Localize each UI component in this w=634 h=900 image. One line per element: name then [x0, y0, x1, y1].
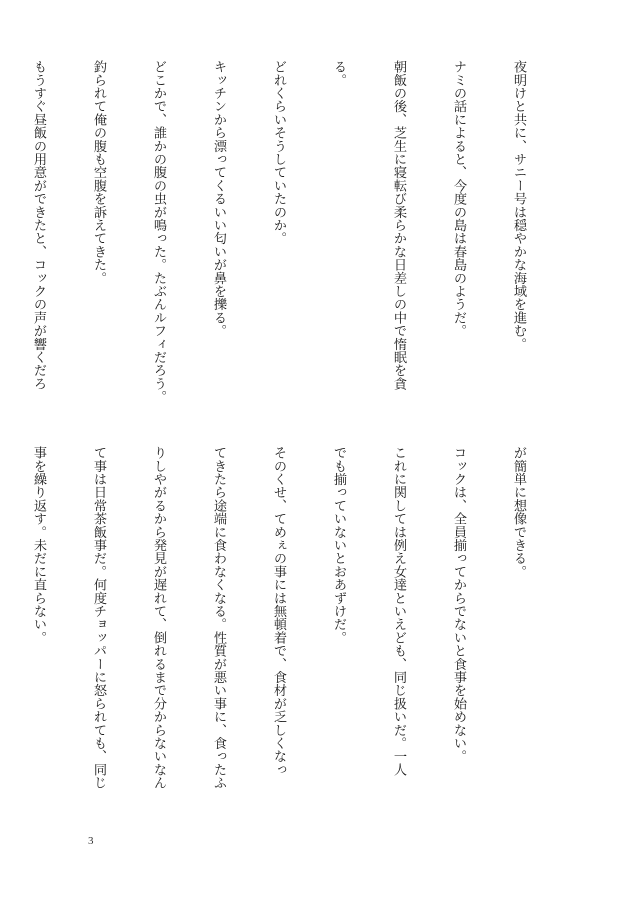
text-line: 朝飯の後、芝生に寝転び柔らかな日差しの中で惰眠を貪 — [391, 60, 406, 390]
text-line: でも揃っていないとおあずけだ。 — [331, 446, 346, 644]
bottom-text-block — [0, 446, 568, 812]
text-line: どこかで、誰かの腹の虫が鳴った。たぶんルフィだろう。 — [151, 60, 166, 404]
text-line: もうすぐ昼飯の用意ができたと、コックの声が響くだろ — [31, 60, 46, 390]
page-number: 3 — [88, 835, 94, 847]
text-line: 事を繰り返す。未だに直らない。 — [31, 446, 46, 644]
top-text-block — [0, 60, 568, 426]
text-line: キッチンから漂ってくるいい匂いが鼻を擽る。 — [211, 60, 226, 338]
text-line: て事は日常茶飯事だ。何度チョッパーに怒られても、同じ — [91, 446, 106, 790]
text-line: そのくせ、てめぇの事には無頓着で、食材が乏しくなっ — [271, 446, 286, 776]
text-line: てきたら途端に食わなくなる。性質が悪い事に、食ったふ — [211, 446, 226, 790]
text-line: これに関しては例え女達といえども、同じ扱いだ。一人 — [391, 446, 406, 776]
text-line: 夜明けと共に、サニー号は穏やかな海域を進む。 — [511, 60, 526, 351]
text-line: りしやがるから発見が遅れて、倒れるまで分からないなん — [151, 446, 166, 790]
text-line: コックは、全員揃ってからでないと食事を始めない。 — [451, 446, 466, 763]
text-line: ナミの話によると、今度の島は春島のようだ。 — [451, 60, 466, 338]
text-line: る。 — [331, 60, 346, 87]
text-line: 釣られて俺の腹も空腹を訴えてきた。 — [91, 60, 106, 285]
text-line: が簡単に想像できる。 — [511, 446, 526, 578]
text-line: どれくらいそうしていたのか。 — [271, 60, 286, 245]
